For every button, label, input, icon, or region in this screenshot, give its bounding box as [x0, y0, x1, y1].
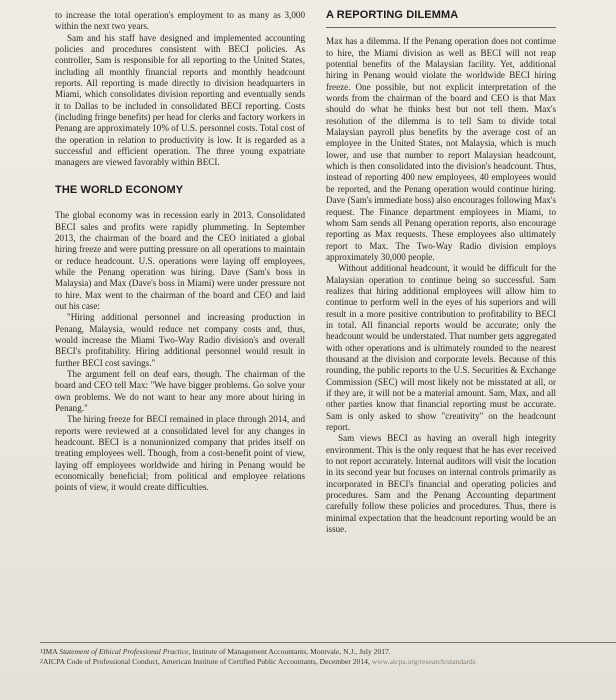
body-paragraph: to increase the total operation's employment to as many as 3,000 within the next two years. [55, 10, 305, 32]
quote-paragraph: "Hiring additional personnel and increasing production in Penang, Malaysia, would reduce net company costs and, thus, would increase the Miami Two-Way Radio division's and overall BECI's profitability. Hiring additional personnel would result in further BECI cost savings." [55, 312, 305, 368]
body-paragraph: The hiring freeze for BECI remained in place through 2014, and reports were reviewed at a consolidated level for any changes in headcount. BECI is a nonunionized company that prides itself on treating employees well. Though, from a cost-benefit point of view, laying off employees worldwide and hiring in Penang would be economically beneficial; from political and employee relations points of view, it would create difficulties. [55, 414, 305, 493]
footnote-mark: 1 [40, 649, 43, 655]
footnotes [40, 642, 616, 667]
section-heading-reporting-dilemma: A REPORTING DILEMMA [326, 10, 556, 28]
left-column [55, 10, 305, 494]
footnote-title: Statement of Ethical Professional Practice [59, 647, 189, 656]
section-heading-world-economy: THE WORLD ECONOMY [55, 183, 184, 196]
footnote-text: AICPA Code of Professional Conduct, American Institute of Certified Public Accountants, December 2014, [43, 657, 372, 666]
body-paragraph: Max has a dilemma. If the Penang operation does not continue to hire, the Miami division as well as BECI will not reap potential benefits of the Malaysian facility. Yet, additional hiring in Penang would violate the worldwide BECI hiring freeze. One possible, but not explicit interpretation of the words from the chairman of the board and CEO is that Max should do what he thinks best but not tell them. Max's resolution of the dilemma is to tell Sam to divide total Malaysian payroll plus benefits by the average cost of an employee in the United States, not Malaysia, which is much lower, and use that number to report Malaysian headcount, which is then consolidated into the division's headcount. Thus, instead of reporting 400 new employees, 40 employees would be reported, and the Penang operation would continue hiring. Dave (Sam's immediate boss) also encourages following Max's request. The Finance department employees in Miami, to whom Sam sends all Penang operation reports, also encourage reporting as Max requests. These employees also ultimately report to Max. The Two-Way Radio division employs approximately 30,000 people. [326, 36, 556, 262]
right-column [326, 10, 556, 535]
body-paragraph: The argument fell on deaf ears, though. The chairman of the board and CEO tell Max: "We have bigger problems. Go solve your own problems. We do not want to hear any more about hiring in Penang." [55, 368, 305, 413]
footnote-link[interactable]: www.aicpa.org/research/standards [371, 657, 476, 666]
footnote-text: , Institute of Management Accountants, Montvale, N.J., July 2017. [188, 647, 391, 656]
footnote-1 [40, 647, 616, 657]
footnote-prefix: IMA [43, 647, 58, 656]
body-paragraph: Sam views BECI as having an overall high integrity environment. This is the only request that he has ever received to not report accurately. Internal auditors will visit the location in its second year but focuses on internal controls primarily as incorporated in BECI's financial and operating policies and procedures. Sam and the Penang Accounting department carefully follow these policies and procedures. Thus, there is minimal expectation that the headcount reporting would be an issue. [326, 433, 556, 535]
footnote-mark: 2 [40, 659, 43, 665]
body-paragraph: Without additional headcount, it would be difficult for the Malaysian operation to continue being so successful. Sam realizes that hiring additional employees will allow him to continue to perform well in the eyes of his superiors and will result in a more positive contribution to profitability to BECI in total. All financial reports would be accurate; only the headcount would be understated. That number gets aggregated with other operations and is ultimately rounded to the nearest thousand at the division and corporate levels. Because of this rounding, the public reports to the U.S. Securities & Exchange Commission (SEC) will most likely not be misstated at all, or if they are, it will not be a material amount. Sam, Max, and all other parties know that financial reporting must be accurate. Sam is only asked to show "creativity" on the headcount report. [326, 263, 556, 433]
body-paragraph: The global economy was in recession early in 2013. Consolidated BECI sales and profits were rapidly plummeting. In September 2013, the chairman of the board and the CEO initiated a global hiring freeze and were putting pressure on all operations to maintain or reduce headcount. U.S. operations were laying off employees, while the Penang operation was hiring. Dave (Sam's boss in Malaysia) and Max (Dave's boss in Miami) were under pressure not to hire. Max went to the chairman of the board and CEO and laid out his case: [55, 210, 305, 311]
body-paragraph: Sam and his staff have designed and implemented accounting policies and procedures consistent with BECI policies. As controller, Sam is responsible for all reporting to the United States, including all monthly financial reports and monthly headcount reports. All reporting is made directly to division headquarters in Miami, which consolidates division reporting and eventually sends it to Dallas to be included in consolidated BECI reporting. Costs (including fringe benefits) per head for clerks and factory workers in Penang are approximately 10% of U.S. personnel costs. Total cost of the operation in relation to productivity is low. It is regarded as a successful and efficient operation. The three young expatriate managers are viewed favorably within BECI. [55, 32, 305, 168]
footnote-2 [40, 657, 616, 667]
